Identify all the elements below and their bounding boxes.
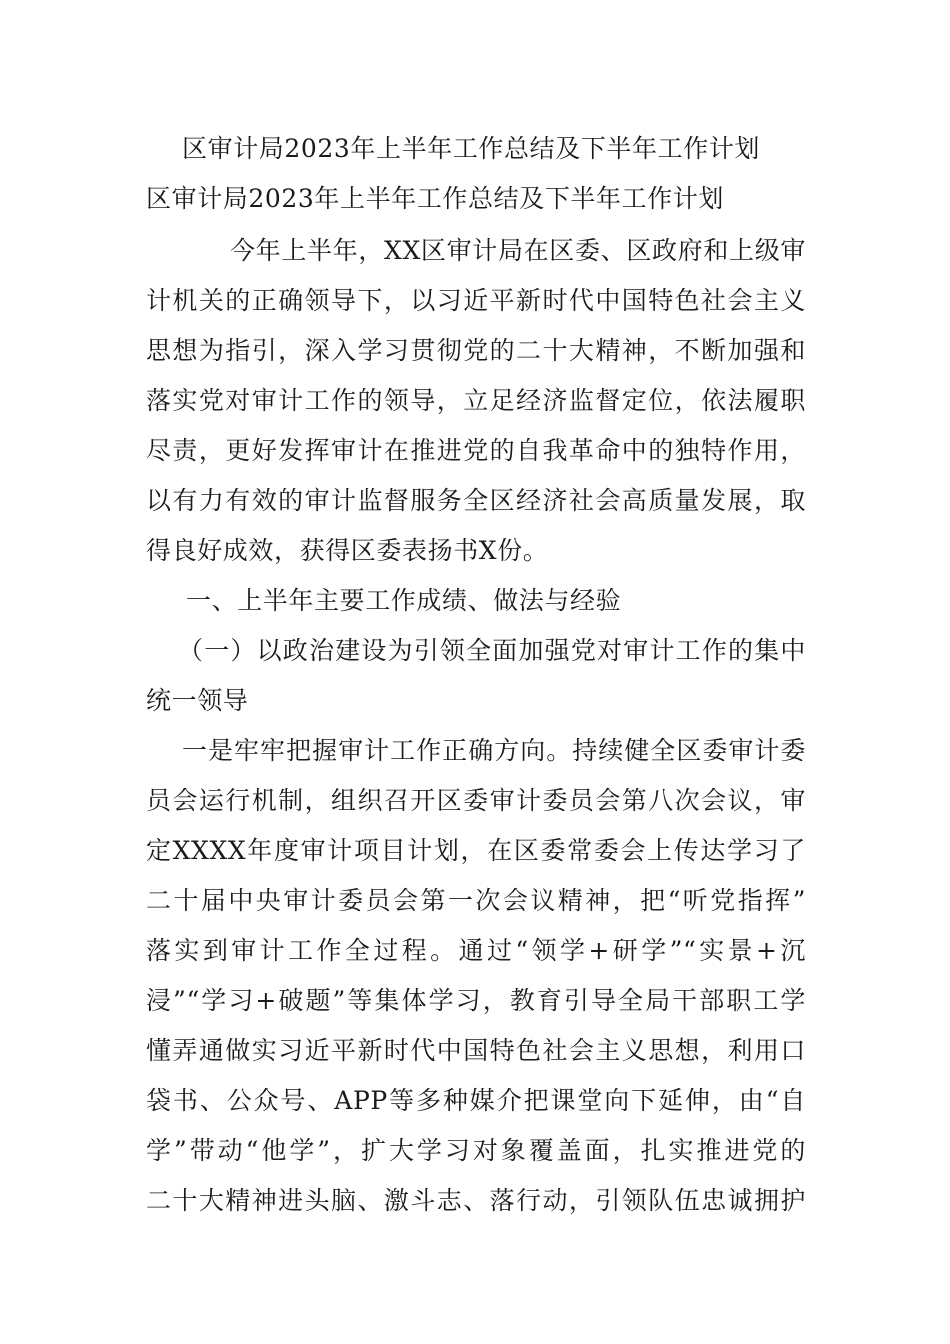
intro-line: 尽责，更好发挥审计在推进党的自我革命中的独特作用， xyxy=(146,436,806,465)
body-line: 二十大精神进头脑、激斗志、落行动，引领队伍忠诚拥护 xyxy=(146,1186,806,1215)
intro-line: 落实党对审计工作的领导，立足经济监督定位，依法履职 xyxy=(146,386,806,415)
document-title: 区审计局2023年上半年工作总结及下半年工作计划 xyxy=(182,134,761,163)
body-line: 一是牢牢把握审计工作正确方向。持续健全区委审计委 xyxy=(182,736,806,765)
body-line: 定XXXX年度审计项目计划，在区委常委会上传达学习了 xyxy=(146,836,806,865)
body-line: 二十届中央审计委员会第一次会议精神，把“听党指挥” xyxy=(146,886,806,915)
intro-line: 得良好成效，获得区委表扬书X份。 xyxy=(146,536,549,565)
body-line: 员会运行机制，组织召开区委审计委员会第八次会议，审 xyxy=(146,786,806,815)
body-line: 落实到审计工作全过程。通过“领学+研学”“实景+沉 xyxy=(146,936,806,965)
body-line: 袋书、公众号、APP等多种媒介把课堂向下延伸，由“自 xyxy=(146,1086,806,1115)
intro-line: 计机关的正确领导下，以习近平新时代中国特色社会主义 xyxy=(146,286,806,315)
body-line: 浸”“学习+破题”等集体学习，教育引导全局干部职工学 xyxy=(146,986,806,1015)
section-heading: 一、上半年主要工作成绩、做法与经验 xyxy=(186,586,622,615)
intro-line: 以有力有效的审计监督服务全区经济社会高质量发展，取 xyxy=(146,486,806,515)
body-line: 懂弄通做实习近平新时代中国特色社会主义思想，利用口 xyxy=(146,1036,806,1065)
intro-line: 今年上半年，XX区审计局在区委、区政府和上级审 xyxy=(230,236,806,265)
intro-line: 思想为指引，深入学习贯彻党的二十大精神，不断加强和 xyxy=(146,336,806,365)
body-line: 学”带动“他学”，扩大学习对象覆盖面，扎实推进党的 xyxy=(146,1136,806,1165)
document-subtitle: 区审计局2023年上半年工作总结及下半年工作计划 xyxy=(146,184,725,213)
subsection-heading: （一）以政治建设为引领全面加强党对审计工作的集中 xyxy=(178,636,806,665)
subsection-heading: 统一领导 xyxy=(146,686,249,715)
